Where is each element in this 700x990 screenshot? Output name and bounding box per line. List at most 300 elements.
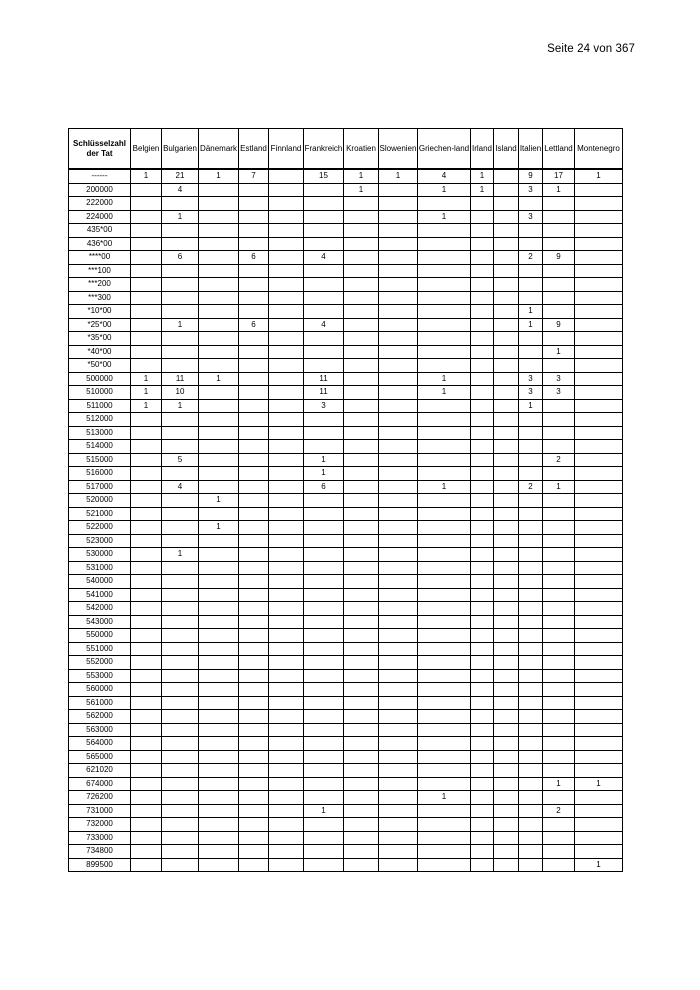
table-cell [269, 737, 304, 751]
column-header: Italien [519, 129, 543, 170]
table-cell [543, 737, 575, 751]
table-cell [494, 386, 519, 400]
table-cell [269, 791, 304, 805]
table-cell [304, 858, 344, 872]
table-cell [239, 710, 269, 724]
table-cell [304, 656, 344, 670]
table-cell [131, 507, 162, 521]
table-cell [239, 291, 269, 305]
row-key-cell: 522000 [69, 521, 131, 535]
table-cell [519, 669, 543, 683]
table-cell [239, 237, 269, 251]
table-cell [418, 602, 471, 616]
table-cell [344, 642, 379, 656]
table-cell [269, 777, 304, 791]
table-cell: 11 [304, 372, 344, 386]
table-cell [304, 183, 344, 197]
table-cell [471, 656, 494, 670]
table-cell [344, 561, 379, 575]
table-cell [239, 777, 269, 791]
table-cell [418, 710, 471, 724]
table-cell [199, 750, 239, 764]
table-cell [519, 197, 543, 211]
table-cell [418, 548, 471, 562]
table-cell [304, 602, 344, 616]
table-cell [418, 575, 471, 589]
table-cell [131, 291, 162, 305]
table-cell [519, 588, 543, 602]
table-cell [199, 831, 239, 845]
table-cell [543, 764, 575, 778]
table-cell [543, 291, 575, 305]
table-cell [199, 696, 239, 710]
table-cell [519, 494, 543, 508]
table-cell [344, 764, 379, 778]
table-cell [199, 845, 239, 859]
row-key-cell: ****00 [69, 251, 131, 265]
table-cell [162, 750, 199, 764]
table-cell [519, 345, 543, 359]
table-cell [162, 575, 199, 589]
table-cell: 1 [418, 210, 471, 224]
table-cell [379, 521, 418, 535]
table-cell [519, 696, 543, 710]
row-key-cell: *10*00 [69, 305, 131, 319]
table-cell [471, 224, 494, 238]
table-cell [304, 332, 344, 346]
table-cell [199, 210, 239, 224]
column-header: Island [494, 129, 519, 170]
table-row [69, 845, 623, 859]
table-cell [239, 804, 269, 818]
table-cell [131, 183, 162, 197]
table-cell [344, 737, 379, 751]
table-cell [304, 521, 344, 535]
table-cell [519, 359, 543, 373]
row-key-cell: 562000 [69, 710, 131, 724]
table-cell [131, 602, 162, 616]
table-cell [575, 683, 623, 697]
table-cell [162, 305, 199, 319]
table-cell: 1 [162, 318, 199, 332]
table-cell [344, 683, 379, 697]
table-row [69, 723, 623, 737]
table-cell: 1 [543, 183, 575, 197]
table-cell [519, 602, 543, 616]
table-cell [131, 831, 162, 845]
table-cell [379, 399, 418, 413]
table-row [69, 602, 623, 616]
table-cell [519, 710, 543, 724]
table-cell [199, 264, 239, 278]
table-row [69, 615, 623, 629]
table-cell [199, 426, 239, 440]
table-cell [344, 534, 379, 548]
table-cell [344, 494, 379, 508]
table-cell [379, 386, 418, 400]
table-cell [379, 224, 418, 238]
table-cell [162, 278, 199, 292]
table-cell: 1 [471, 183, 494, 197]
table-cell [269, 413, 304, 427]
table-cell [494, 615, 519, 629]
table-cell [344, 804, 379, 818]
table-cell [519, 791, 543, 805]
table-row [69, 305, 623, 319]
table-cell [519, 615, 543, 629]
table-cell [199, 399, 239, 413]
table-cell [131, 305, 162, 319]
table-cell [418, 224, 471, 238]
statistics-table [68, 128, 623, 872]
table-cell [575, 480, 623, 494]
table-cell [519, 534, 543, 548]
table-cell [239, 480, 269, 494]
table-cell [543, 494, 575, 508]
table-cell [379, 656, 418, 670]
table-cell [519, 521, 543, 535]
table-row [69, 426, 623, 440]
table-cell [471, 278, 494, 292]
table-cell [379, 548, 418, 562]
table-cell [199, 332, 239, 346]
table-cell [131, 345, 162, 359]
table-cell [199, 615, 239, 629]
table-cell [471, 332, 494, 346]
table-cell [269, 575, 304, 589]
table-cell [519, 291, 543, 305]
table-cell [304, 750, 344, 764]
table-cell [494, 345, 519, 359]
table-cell [471, 804, 494, 818]
table-cell [471, 669, 494, 683]
row-key-cell: 732000 [69, 818, 131, 832]
table-cell: 1 [304, 467, 344, 481]
table-cell [494, 669, 519, 683]
row-key-cell: 542000 [69, 602, 131, 616]
row-key-cell: 512000 [69, 413, 131, 427]
table-cell: 2 [519, 251, 543, 265]
table-cell [131, 858, 162, 872]
table-cell [199, 318, 239, 332]
table-cell [543, 197, 575, 211]
column-header: Kroatien [344, 129, 379, 170]
table-row [69, 588, 623, 602]
table-cell [269, 804, 304, 818]
table-cell [575, 629, 623, 643]
table-cell [471, 399, 494, 413]
table-cell [379, 359, 418, 373]
table-cell [239, 345, 269, 359]
table-row [69, 332, 623, 346]
table-cell [471, 750, 494, 764]
table-row [69, 683, 623, 697]
table-cell [162, 291, 199, 305]
table-cell [471, 791, 494, 805]
table-cell [471, 534, 494, 548]
table-cell [269, 210, 304, 224]
table-cell [131, 264, 162, 278]
table-cell [519, 804, 543, 818]
table-cell [494, 764, 519, 778]
table-cell: 1 [471, 169, 494, 183]
table-cell [543, 332, 575, 346]
table-cell [575, 440, 623, 454]
table-cell [304, 723, 344, 737]
table-cell [379, 723, 418, 737]
table-cell [239, 494, 269, 508]
table-cell: 1 [131, 399, 162, 413]
table-row [69, 737, 623, 751]
table-cell [269, 696, 304, 710]
row-key-cell: 551000 [69, 642, 131, 656]
table-cell [471, 372, 494, 386]
table-cell [131, 480, 162, 494]
table-cell [471, 305, 494, 319]
table-cell: 1 [379, 169, 418, 183]
table-cell [131, 521, 162, 535]
table-row [69, 480, 623, 494]
table-cell [344, 858, 379, 872]
table-row [69, 777, 623, 791]
table-cell: 1 [162, 210, 199, 224]
table-cell [519, 332, 543, 346]
table-row [69, 561, 623, 575]
table-cell [162, 332, 199, 346]
table-cell [131, 696, 162, 710]
table-cell [494, 642, 519, 656]
table-cell [199, 291, 239, 305]
table-cell [304, 278, 344, 292]
table-cell [239, 750, 269, 764]
table-cell [344, 656, 379, 670]
table-cell [575, 467, 623, 481]
table-cell: 3 [304, 399, 344, 413]
table-cell [379, 332, 418, 346]
table-cell [379, 494, 418, 508]
table-cell [494, 804, 519, 818]
table-cell [418, 264, 471, 278]
row-key-cell: 553000 [69, 669, 131, 683]
table-cell [131, 332, 162, 346]
table-cell [575, 197, 623, 211]
table-cell [543, 521, 575, 535]
table-cell [199, 858, 239, 872]
table-cell [418, 656, 471, 670]
table-cell [471, 818, 494, 832]
table-cell [269, 359, 304, 373]
table-cell [379, 440, 418, 454]
table-cell [269, 440, 304, 454]
table-cell [379, 507, 418, 521]
table-cell [199, 602, 239, 616]
table-cell [418, 453, 471, 467]
table-cell [418, 804, 471, 818]
table-cell: 3 [519, 183, 543, 197]
table-cell [269, 494, 304, 508]
table-cell [269, 858, 304, 872]
table-cell [418, 696, 471, 710]
table-cell [379, 372, 418, 386]
table-row [69, 831, 623, 845]
table-cell [239, 561, 269, 575]
table-row [69, 372, 623, 386]
table-cell [269, 264, 304, 278]
table-cell [418, 669, 471, 683]
table-cell [519, 467, 543, 481]
table-row [69, 413, 623, 427]
table-cell [199, 237, 239, 251]
table-cell [494, 251, 519, 265]
table-cell [269, 467, 304, 481]
table-cell [575, 386, 623, 400]
row-key-cell: 222000 [69, 197, 131, 211]
table-cell [269, 332, 304, 346]
table-cell: 1 [418, 386, 471, 400]
table-cell [239, 453, 269, 467]
table-cell: 3 [519, 210, 543, 224]
table-cell [575, 264, 623, 278]
table-cell [494, 278, 519, 292]
row-key-cell: 541000 [69, 588, 131, 602]
table-cell [131, 723, 162, 737]
table-cell [379, 453, 418, 467]
row-key-cell: 224000 [69, 210, 131, 224]
table-cell [269, 750, 304, 764]
table-cell [471, 264, 494, 278]
table-cell [344, 453, 379, 467]
table-cell [344, 615, 379, 629]
table-cell [269, 656, 304, 670]
table-cell [344, 777, 379, 791]
row-key-cell: 621020 [69, 764, 131, 778]
table-cell [162, 521, 199, 535]
table-cell [379, 534, 418, 548]
table-cell [344, 845, 379, 859]
table-cell [131, 845, 162, 859]
row-key-cell: 561000 [69, 696, 131, 710]
table-cell [269, 831, 304, 845]
table-cell [269, 521, 304, 535]
table-cell [471, 858, 494, 872]
table-cell [304, 507, 344, 521]
table-row [69, 264, 623, 278]
table-cell [239, 602, 269, 616]
table-cell [575, 332, 623, 346]
table-row [69, 440, 623, 454]
table-cell [304, 696, 344, 710]
row-key-cell: 734800 [69, 845, 131, 859]
column-header: Finnland [269, 129, 304, 170]
table-cell [131, 548, 162, 562]
table-cell [494, 723, 519, 737]
table-cell [575, 359, 623, 373]
table-cell [494, 507, 519, 521]
row-key-cell: 552000 [69, 656, 131, 670]
table-cell [471, 197, 494, 211]
table-cell [162, 440, 199, 454]
table-cell [304, 575, 344, 589]
table-cell [575, 224, 623, 238]
table-cell [379, 669, 418, 683]
table-cell [543, 575, 575, 589]
table-cell [162, 237, 199, 251]
row-key-cell: 733000 [69, 831, 131, 845]
table-cell [239, 372, 269, 386]
table-cell [494, 548, 519, 562]
row-key-cell: ***200 [69, 278, 131, 292]
table-cell [199, 440, 239, 454]
table-cell [344, 264, 379, 278]
table-row [69, 224, 623, 238]
table-cell [379, 804, 418, 818]
table-cell [269, 723, 304, 737]
table-cell [418, 507, 471, 521]
table-cell [494, 453, 519, 467]
table-cell: 15 [304, 169, 344, 183]
table-cell [471, 845, 494, 859]
table-cell [379, 305, 418, 319]
row-key-cell: 515000 [69, 453, 131, 467]
table-cell [471, 345, 494, 359]
table-cell [575, 696, 623, 710]
table-cell [519, 858, 543, 872]
table-cell [471, 521, 494, 535]
table-cell [239, 831, 269, 845]
table-cell: 1 [162, 548, 199, 562]
table-cell [199, 575, 239, 589]
table-cell: 1 [543, 345, 575, 359]
table-cell [575, 318, 623, 332]
table-cell [575, 507, 623, 521]
row-key-cell: 540000 [69, 575, 131, 589]
table-row [69, 494, 623, 508]
table-cell [344, 467, 379, 481]
table-cell [494, 480, 519, 494]
table-cell [344, 750, 379, 764]
table-cell [344, 602, 379, 616]
table-cell [471, 318, 494, 332]
table-cell [543, 818, 575, 832]
table-cell [494, 359, 519, 373]
table-cell [304, 210, 344, 224]
table-cell: 4 [162, 183, 199, 197]
table-cell [379, 818, 418, 832]
table-cell [543, 750, 575, 764]
table-cell [199, 507, 239, 521]
table-cell [471, 453, 494, 467]
table-cell [199, 656, 239, 670]
table-cell [199, 534, 239, 548]
row-key-cell: ------ [69, 169, 131, 183]
table-cell: 3 [519, 386, 543, 400]
table-cell [199, 305, 239, 319]
table-cell [239, 426, 269, 440]
table-cell: 1 [575, 858, 623, 872]
table-cell [131, 818, 162, 832]
table-cell [543, 278, 575, 292]
table-cell [494, 858, 519, 872]
table-cell [304, 237, 344, 251]
table-cell [131, 615, 162, 629]
table-cell [494, 575, 519, 589]
table-cell [379, 251, 418, 265]
table-cell: 21 [162, 169, 199, 183]
table-cell [344, 629, 379, 643]
table-cell [418, 345, 471, 359]
table-cell [344, 440, 379, 454]
table-cell [131, 575, 162, 589]
